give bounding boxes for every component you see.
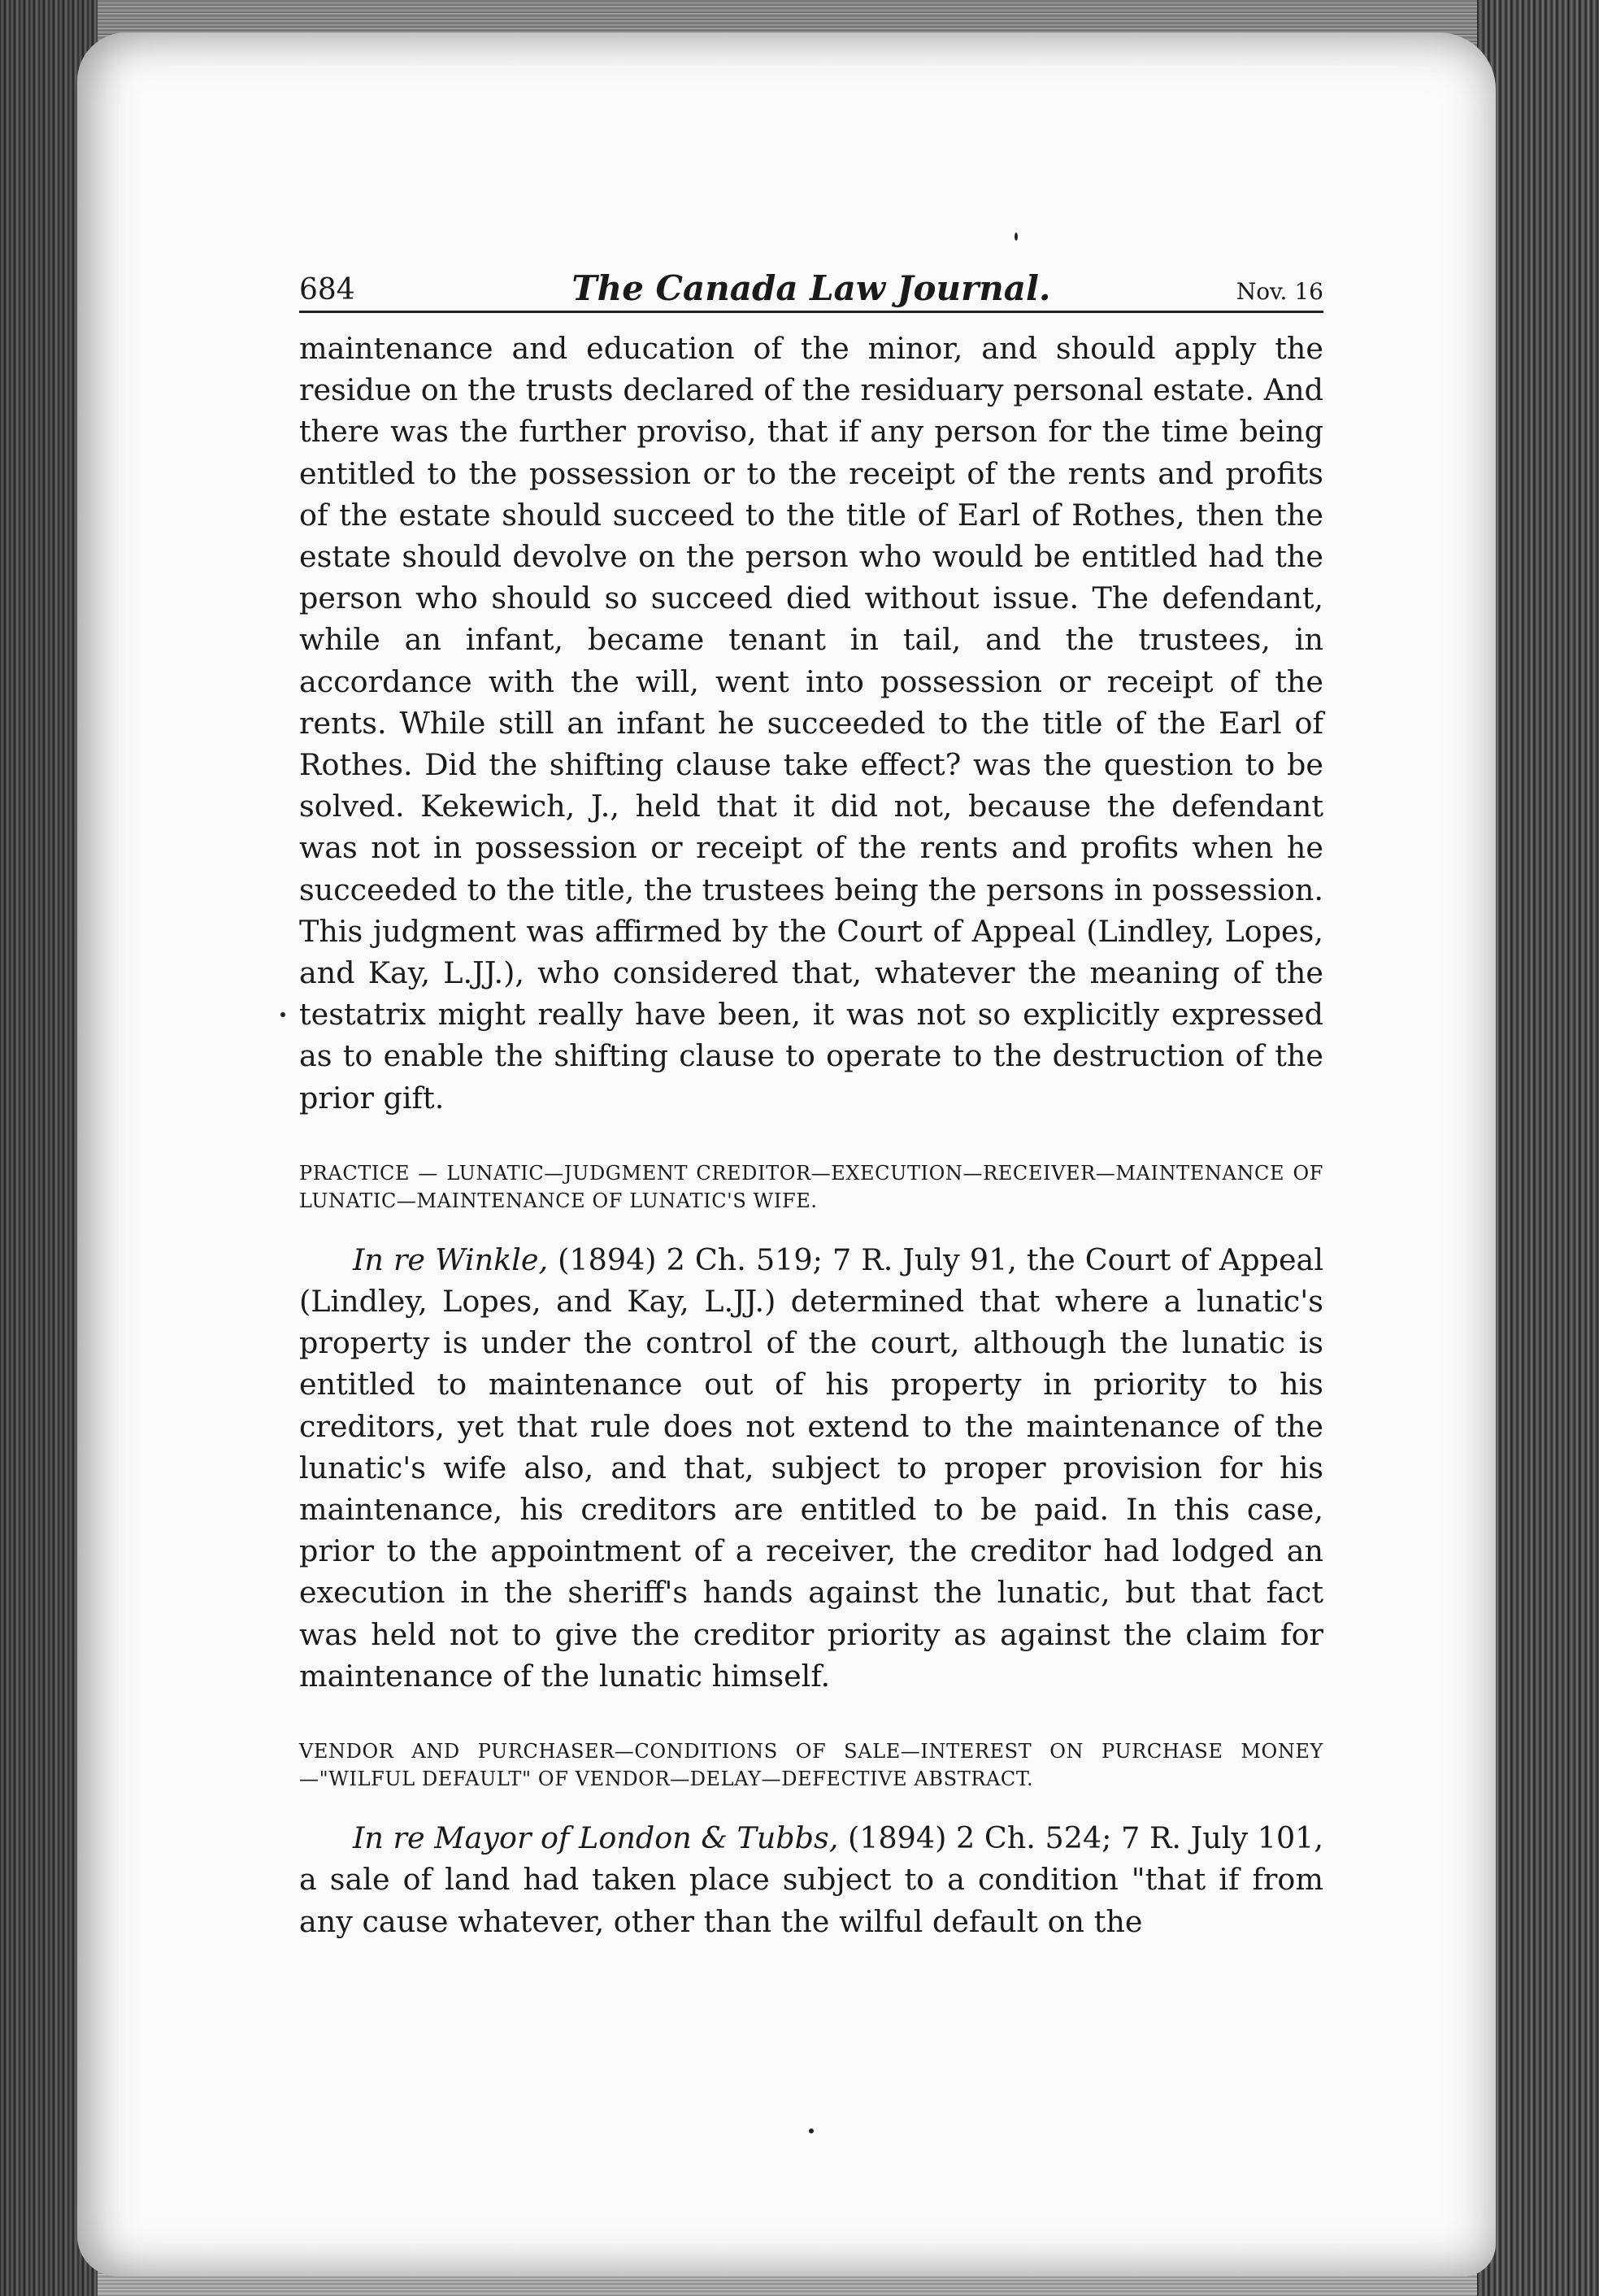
- page-content: [299, 268, 1323, 1942]
- section-heading-vendor-purchaser: VENDOR AND PURCHASER—CONDITIONS OF SALE—INTEREST ON PURCHASE MONEY—"WILFUL DEFAULT" OF VENDOR—DELAY—DEFECTIVE ABSTRACT.: [299, 1740, 1323, 1791]
- ink-speck: [1015, 233, 1018, 241]
- paragraph-tubbs-text: (1894) 2 Ch. 524; 7 R. July 101, a sale of land had taken place subject to a condition "that if from any cause whatever, other than the wilful default on the: [299, 1820, 1323, 1939]
- ink-speck: [809, 2129, 814, 2133]
- section-heading-practice: PRACTICE — LUNATIC—JUDGMENT CREDITOR—EXECUTION—RECEIVER—MAINTENANCE OF LUNATIC—MAINTENANCE OF LUNATIC'S WIFE.: [299, 1161, 1323, 1212]
- issue-date: Nov. 16: [1236, 278, 1323, 305]
- page-number: 684: [299, 273, 355, 307]
- paragraph-winkle-text: (1894) 2 Ch. 519; 7 R. July 91, the Court of Appeal (Lindley, Lopes, and Kay, L.JJ.) determined that where a lunatic's property is under the control of the court, although the lunatic is entitled to maintenance out of his property in priority to his creditors, yet that rule does not extend to the maintenance of the lunatic's wife also, and that, subject to proper provision for his maintenance, his creditors are entitled to be paid. In this case, prior to the appointment of a receiver, the creditor had lodged an execution in the sheriff's hands against the lunatic, but that fact was held not to give the creditor priority as against the claim for maintenance of the lunatic himself.: [299, 1241, 1323, 1694]
- journal-title: The Canada Law Journal.: [571, 268, 1051, 308]
- paragraph-winkle: [299, 1239, 1323, 1697]
- paragraph-continuation: maintenance and education of the minor, and should apply the residue on the trusts declared of the residuary personal estate. And there was the further proviso, that if any person for the time being entitled to the possession or to the receipt of the rents and profits of the estate should succeed to the title of Earl of Rothes, then the estate should devolve on the person who would be entitled had the person who should so succeed died without issue. The defendant, while an infant, became tenant in tail, and the trustees, in accordance with the will, went into possession or receipt of the rents. While still an infant he succeeded to the title of the Earl of Rothes. Did the shifting clause take effect? was the question to be solved. Kekewich, J., held that it did not, because the defendant was not in possession or receipt of the rents and profits when he succeeded to the title, the trustees being the persons in possession. This judgment was affirmed by the Court of Appeal (Lindley, Lopes, and Kay, L.JJ.), who considered that, whatever the meaning of the testatrix might really have been, it was not so explicitly expressed as to enable the shifting clause to operate to the destruction of the prior gift.: [299, 331, 1323, 1115]
- case-name-winkle: In re Winkle,: [353, 1241, 549, 1277]
- page-header: [299, 268, 1323, 313]
- ink-speck: [280, 1012, 285, 1017]
- case-name-tubbs: In re Mayor of London & Tubbs,: [353, 1820, 839, 1856]
- paragraph-tubbs: [299, 1817, 1323, 1942]
